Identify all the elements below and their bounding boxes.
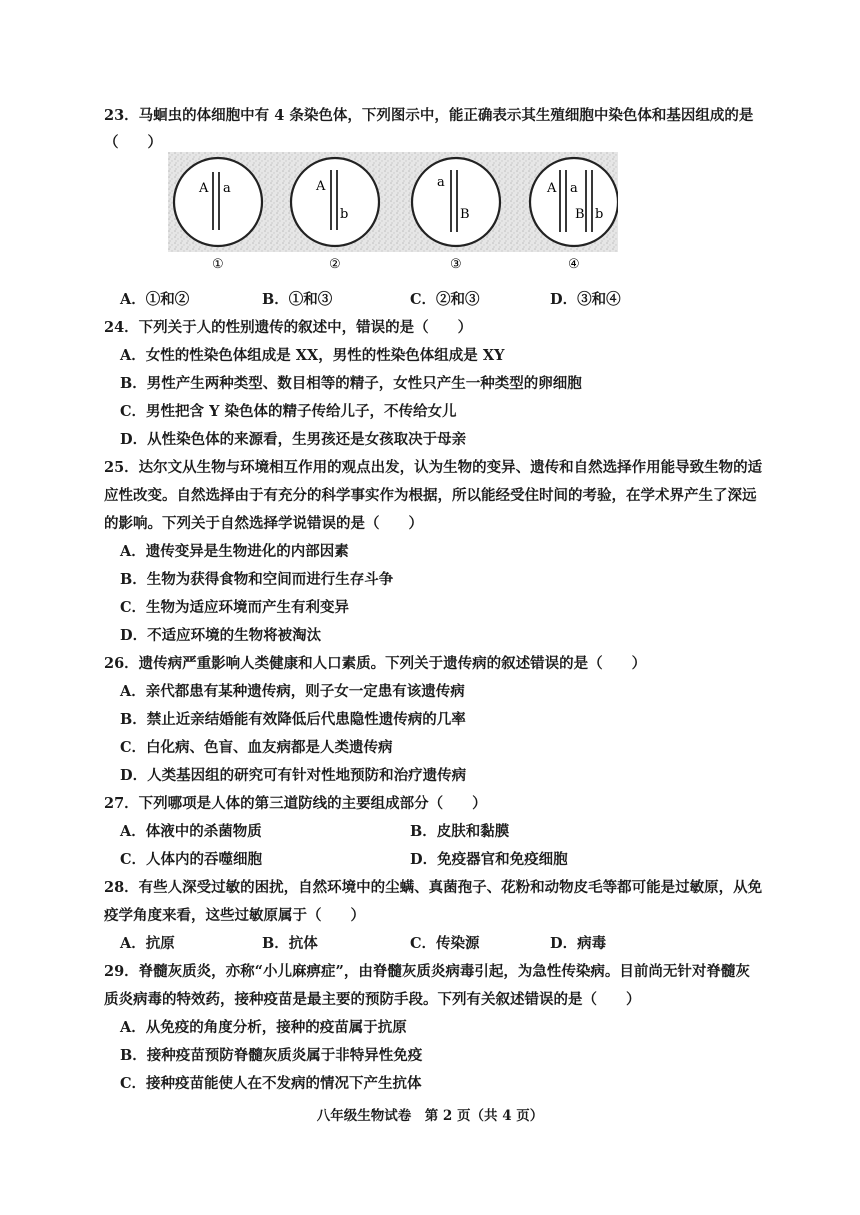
q24-option-a[interactable]: A．女性的性染色体组成是 XX，男性的性染色体组成是 XY bbox=[120, 347, 505, 364]
question-28-stem: 28．有些人深受过敏的困扰，自然环境中的尘螨、真菌孢子、花粉和动物皮毛等都可能是过敏原，从免疫学角度来看，这些过敏原属于（ ） bbox=[104, 879, 763, 924]
page-footer: 八年级生物试卷 第 2 页（共 4 页） bbox=[316, 1108, 544, 1124]
q24-option-c[interactable]: C．男性把含 Y 染色体的精子传给儿子，不传给女儿 bbox=[120, 403, 457, 420]
q28-option-d[interactable]: D．病毒 bbox=[550, 935, 607, 952]
q24-option-b[interactable]: B．男性产生两种类型、数目相等的精子，女性只产生一种类型的卵细胞 bbox=[120, 375, 582, 392]
q23-option-d[interactable]: D．③和④ bbox=[550, 291, 621, 308]
cell-3 bbox=[412, 158, 500, 270]
cell-4-gene-4: b bbox=[595, 207, 604, 222]
cell-2 bbox=[291, 158, 379, 270]
question-25-stem: 25．达尔文从生物与环境相互作用的观点出发，认为生物的变异、遗传和自然选择作用能导致生物的适应性改变。自然选择由于有充分的科学事实作为根据，所以能经受住时间的考验，在学术界产生了深远的影响。下列关于自然选择学说错误的是（ ） bbox=[104, 459, 763, 532]
q28-option-a[interactable]: A．抗原 bbox=[120, 935, 175, 952]
cell-4-gene-3: B bbox=[575, 207, 585, 222]
q25-option-c[interactable]: C．生物为适应环境而产生有利变异 bbox=[120, 599, 350, 616]
cell-3-label: ③ bbox=[450, 257, 462, 270]
cell-3-gene-1: a bbox=[437, 175, 445, 190]
question-24-stem: 24．下列关于人的性别遗传的叙述中，错误的是（ ） bbox=[104, 319, 473, 336]
question-26-stem: 26．遗传病严重影响人类健康和人口素质。下列关于遗传病的叙述错误的是（ ） bbox=[104, 655, 647, 672]
cell-2-gene-1: A bbox=[316, 179, 326, 194]
q26-option-a[interactable]: A．亲代都患有某种遗传病，则子女一定患有该遗传病 bbox=[120, 683, 465, 700]
q28-option-b[interactable]: B．抗体 bbox=[262, 935, 318, 952]
question-23-stem: 23．马蛔虫的体细胞中有 4 条染色体，下列图示中，能正确表示其生殖细胞中染色体和基因组成的是 bbox=[104, 107, 754, 124]
q27-option-c[interactable]: C．人体内的吞噬细胞 bbox=[120, 851, 263, 868]
q28-option-c[interactable]: C．传染源 bbox=[410, 935, 480, 952]
q27-option-a[interactable]: A．体液中的杀菌物质 bbox=[120, 823, 262, 840]
cell-1-gene-1: A bbox=[199, 181, 209, 196]
q26-option-b[interactable]: B．禁止近亲结婚能有效降低后代患隐性遗传病的几率 bbox=[120, 711, 466, 728]
cell-2-gene-2: b bbox=[340, 207, 349, 222]
q25-option-b[interactable]: B．生物为获得食物和空间而进行生存斗争 bbox=[120, 571, 394, 588]
q27-option-d[interactable]: D．免疫器官和免疫细胞 bbox=[410, 851, 568, 868]
cell-1 bbox=[174, 158, 262, 270]
q29-option-c[interactable]: C．接种疫苗能使人在不发病的情况下产生抗体 bbox=[120, 1075, 422, 1092]
question-27-stem: 27．下列哪项是人体的第三道防线的主要组成部分（ ） bbox=[104, 795, 487, 812]
q29-option-a[interactable]: A．从免疫的角度分析，接种的疫苗属于抗原 bbox=[120, 1019, 407, 1036]
cell-4-gene-1: A bbox=[547, 181, 557, 196]
q26-option-c[interactable]: C．白化病、色盲、血友病都是人类遗传病 bbox=[120, 739, 393, 756]
chromosome-figure bbox=[168, 152, 618, 270]
cell-1-label: ① bbox=[212, 257, 224, 270]
q23-option-a[interactable]: A．①和② bbox=[120, 291, 190, 308]
cell-4 bbox=[530, 158, 618, 270]
q26-option-d[interactable]: D．人类基因组的研究可有针对性地预防和治疗遗传病 bbox=[120, 767, 467, 784]
q24-option-d[interactable]: D．从性染色体的来源看，生男孩还是女孩取决于母亲 bbox=[120, 431, 467, 448]
cell-4-gene-2: a bbox=[570, 181, 578, 196]
cell-4-label: ④ bbox=[568, 257, 580, 270]
question-29-stem: 29．脊髓灰质炎，亦称“小儿麻痹症”，由脊髓灰质炎病毒引起，为急性传染病。目前尚无针对脊髓灰质炎病毒的特效药，接种疫苗是最主要的预防手段。下列有关叙述错误的是（ ） bbox=[104, 963, 750, 1008]
cell-2-label: ② bbox=[329, 257, 341, 270]
q25-option-d[interactable]: D．不适应环境的生物将被淘汰 bbox=[120, 627, 322, 644]
q29-option-b[interactable]: B．接种疫苗预防脊髓灰质炎属于非特异性免疫 bbox=[120, 1047, 423, 1064]
q23-option-b[interactable]: B．①和③ bbox=[262, 291, 333, 308]
question-23-paren: （ ） bbox=[104, 134, 162, 151]
q27-option-b[interactable]: B．皮肤和黏膜 bbox=[410, 823, 510, 840]
cell-3-gene-2: B bbox=[460, 207, 470, 222]
cell-1-gene-2: a bbox=[223, 181, 231, 196]
q25-option-a[interactable]: A．遗传变异是生物进化的内部因素 bbox=[120, 543, 349, 560]
q23-option-c[interactable]: C．②和③ bbox=[410, 291, 480, 308]
